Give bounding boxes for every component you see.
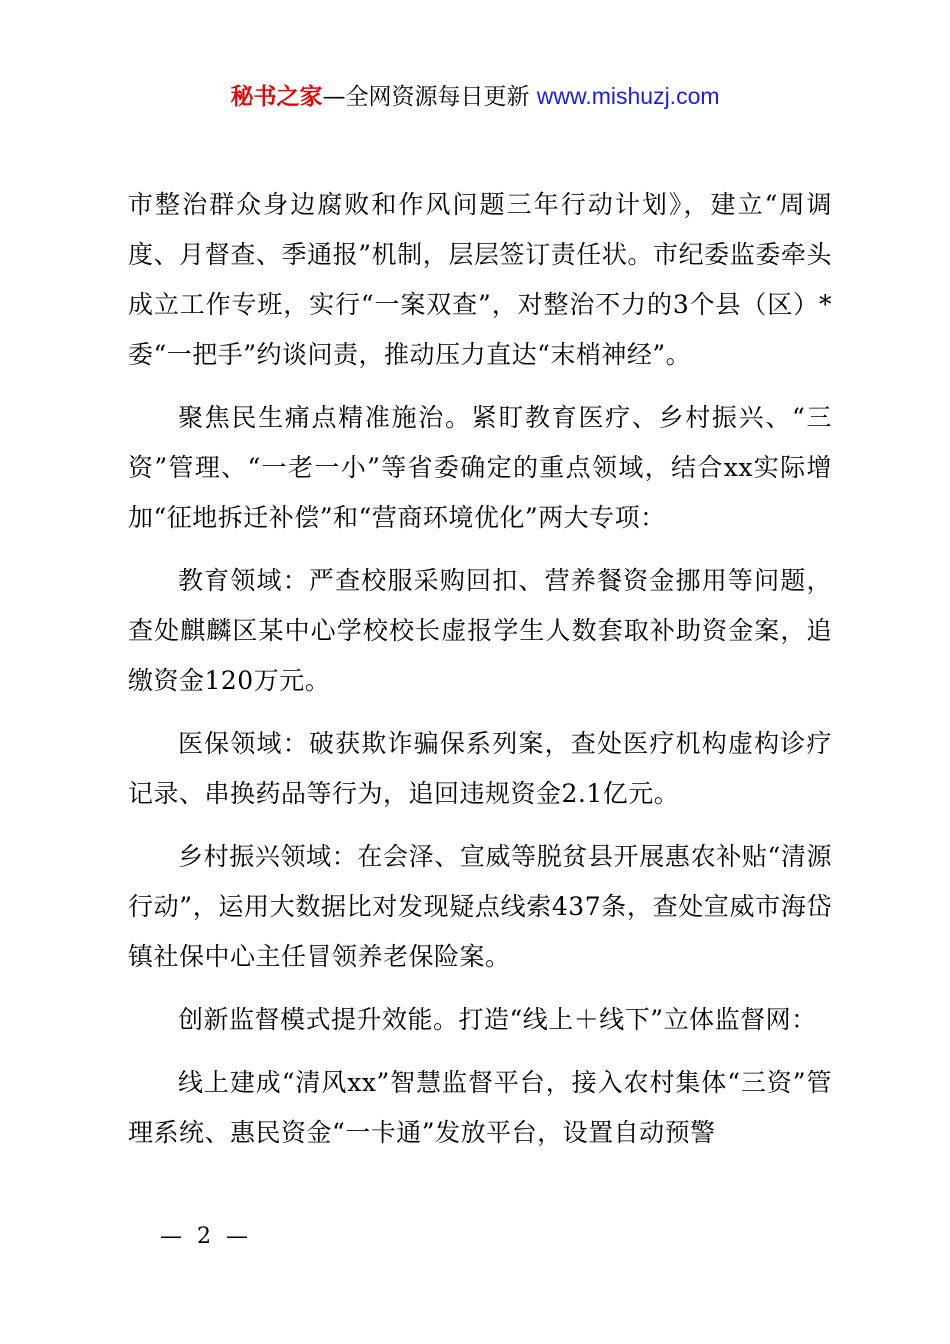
- page-number: — 2 —: [160, 1224, 252, 1249]
- paragraph-rural-revitalization: 乡村振兴领域：在会泽、宣威等脱贫县开展惠农补贴“清源行动”，运用大数据比对发现疑点线索437条，查处宣威市海岱镇社保中心主任冒领养老保险案。: [128, 842, 832, 971]
- paragraph-continued: 市整治群众身边腐败和作风问题三年行动计划》，建立“周调度、月督查、季通报”机制，层层签订责任状。市纪委监委牵头成立工作专班，实行“一案双查”，对整治不力的3个县（区）*委“一把手”约谈问责，推动压力直达“末梢神经”。: [128, 190, 832, 369]
- paragraph-education: 教育领域：严查校服采购回扣、营养餐资金挪用等问题，查处麒麟区某中心学校校长虚报学生人数套取补助资金案，追缴资金120万元。: [128, 566, 832, 695]
- site-header: [0, 80, 950, 113]
- site-brand: 秘书之家: [230, 84, 323, 110]
- site-slogan: —全网资源每日更新: [322, 84, 530, 110]
- paragraph-supervision-model: 创新监督模式提升效能。打造“线上＋线下”立体监督网：: [178, 1005, 817, 1034]
- paragraph-online-platform: 线上建成“清风xx”智慧监督平台，接入农村集体“三资”管理系统、惠民资金“一卡通”发放平台，设置自动预警: [128, 1068, 832, 1147]
- document-body: [128, 180, 832, 1171]
- paragraph-livelihood-focus: 聚焦民生痛点精准施治。紧盯教育医疗、乡村振兴、“三资”管理、“一老一小”等省委确定的重点领域，结合xx实际增加“征地拆迁补偿”和“营商环境优化”两大专项：: [128, 403, 832, 532]
- site-url-link[interactable]: www.mishuzj.com: [536, 83, 720, 109]
- paragraph-medical-insurance: 医保领域：破获欺诈骗保系列案，查处医疗机构虚构诊疗记录、串换药品等行为，追回违规资金2.1亿元。: [128, 729, 832, 808]
